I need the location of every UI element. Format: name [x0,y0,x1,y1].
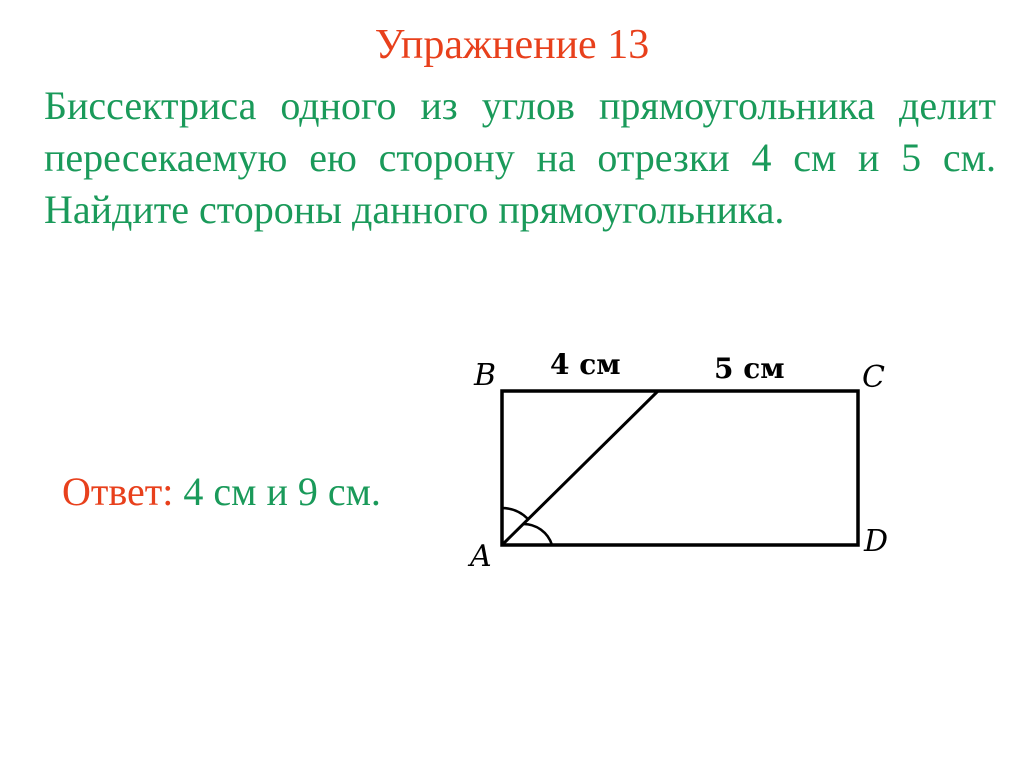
segment-label-kc: 5 см [714,352,785,385]
vertex-label-c: C [862,360,885,395]
angle-arc-upper [502,508,528,519]
answer [62,466,381,518]
slide-title: Упражнение 13 [374,22,650,68]
answer-value: 4 см и 9 см. [173,469,381,514]
problem-statement: Биссектриса одного из углов прямоугольника делит пересекаемую ею сторону на отрезки 4 см и 5 см. Найдите стороны данного прямоугольника. [44,83,996,232]
angle-arc-lower [523,524,552,545]
bisector-line [502,391,658,545]
answer-label: Ответ: [62,469,174,514]
vertex-label-a: A [470,539,492,574]
segment-label-bk: 4 см [550,348,621,381]
vertex-label-d: D [864,524,889,559]
vertex-label-b: B [474,358,497,393]
rectangle-abcd [502,391,858,545]
rectangle-diagram [460,330,910,590]
